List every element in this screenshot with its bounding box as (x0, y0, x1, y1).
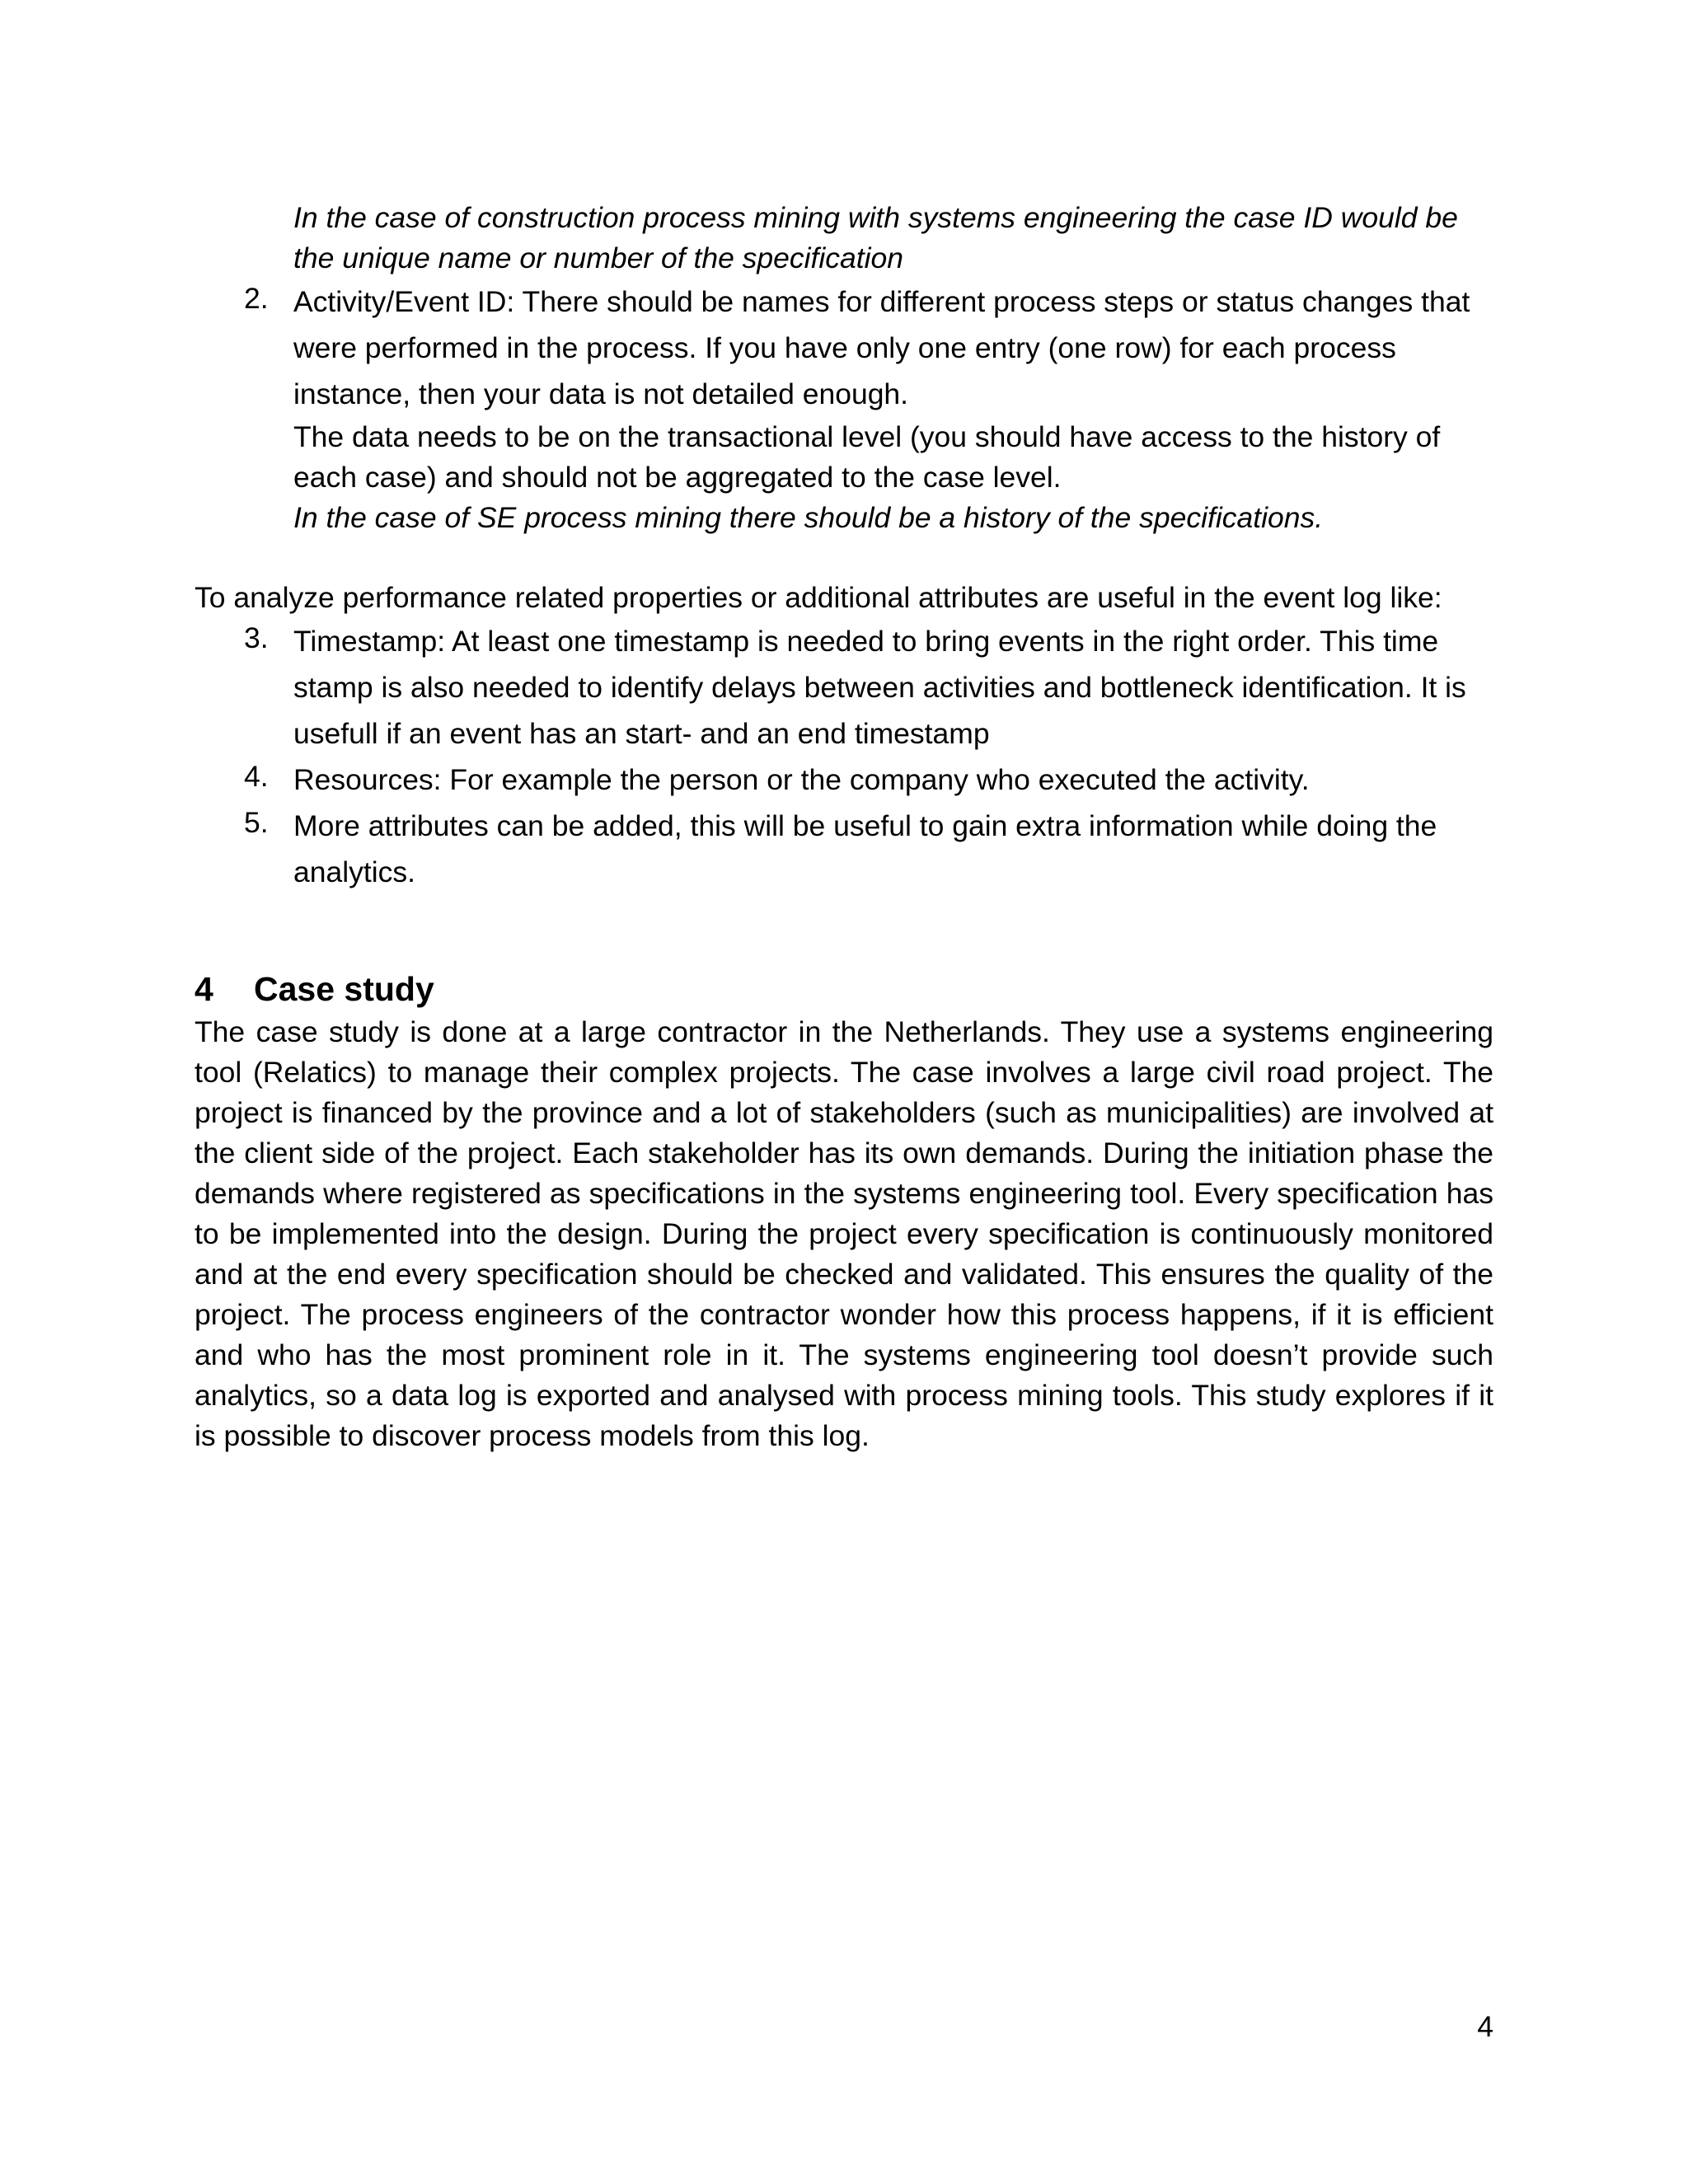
list-item-resources (195, 757, 1493, 803)
list-item-attributes (195, 803, 1493, 895)
performance-intro: To analyze performance related properties or additional attributes are useful in the event log like: (195, 581, 1442, 614)
spacer (195, 538, 1493, 578)
section-number: 4 (195, 970, 213, 1008)
list-item-text: Timestamp: At least one timestamp is needed to bring events in the right order. This time stamp is also needed to identify delays between activities and bottleneck identification. It is usefull if an event has an start- and an end timestamp (293, 625, 1466, 750)
page-content (195, 198, 1493, 1456)
spacer (195, 895, 1493, 966)
list-item-timestamp (195, 618, 1493, 757)
list-number: 4. (244, 760, 269, 793)
se-history-note: In the case of SE process mining there should be a history of the specifications. (293, 501, 1324, 534)
list-item-text: Resources: For example the person or the company who executed the activity. (293, 763, 1310, 796)
section-title: Case study (254, 970, 434, 1008)
list-item-activity-id (195, 279, 1493, 417)
list-item-text: Activity/Event ID: There should be names for different process steps or status changes that were performed in the process. If you have only one entry (one row) for each process instance, then your data is not detailed enough. (293, 285, 1470, 410)
case-id-example: In the case of construction process mining with systems engineering the case ID would be the unique name or number of the specification (293, 201, 1458, 274)
list-number: 5. (244, 806, 269, 839)
page-number: 4 (1477, 2010, 1493, 2043)
transactional-level-note: The data needs to be on the transactional level (you should have access to the history of each case) and should not be aggregated to the case level. (293, 420, 1441, 494)
list-number: 2. (244, 282, 269, 315)
list-item-text: More attributes can be added, this will be useful to gain extra information while doing the analytics. (293, 809, 1437, 888)
case-study-paragraph: The case study is done at a large contractor in the Netherlands. They use a systems engineering tool (Relatics) to manage their complex projects. The case involves a large civil road project. The project is financed by the province and a lot of stakeholders (such as municipalities) are involved at the client side of the project. Each stakeholder has its own demands. During the initiation phase the demands where registered as specifications in the systems engineering tool. Every specification has to be implemented into the design. During the project every specification is continuously monitored and at the end every specification should be checked and validated. This ensures the quality of the project. The process engineers of the contractor wonder how this process happens, if it is efficient and who has the most prominent role in it. The systems engineering tool doesn’t provide such analytics, so a data log is exported and analysed with process mining tools. This study explores if it is possible to discover process models from this log. (195, 1015, 1493, 1452)
section-heading (195, 966, 1493, 1012)
list-number: 3. (244, 621, 269, 654)
